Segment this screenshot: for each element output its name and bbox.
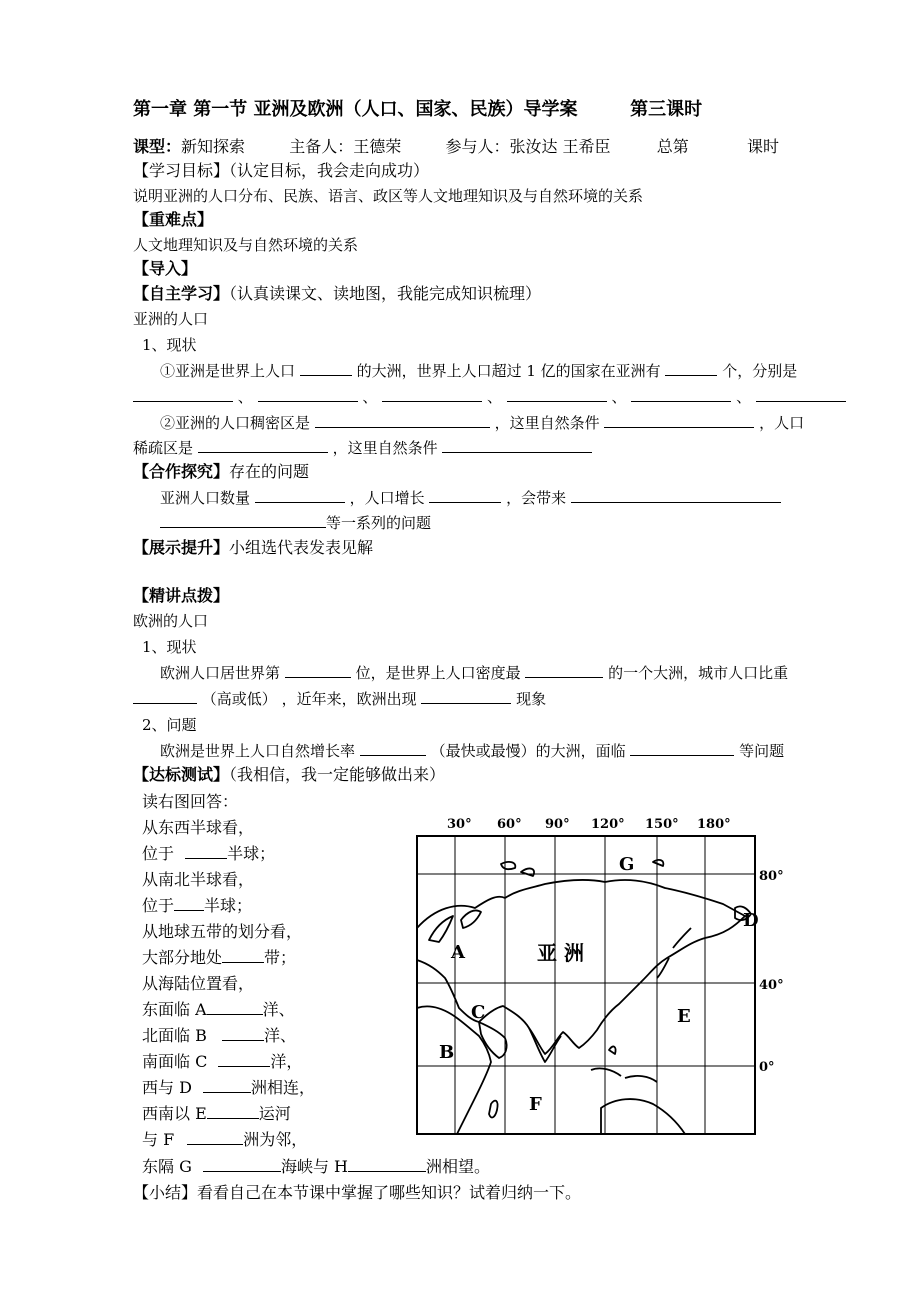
cooperate-q-cont (160, 513, 431, 533)
test-line-suffix: 洋， (270, 1052, 303, 1071)
map-letter: D (743, 910, 759, 931)
asia-q1 (160, 361, 797, 381)
sep-4: 、 (611, 388, 627, 406)
asia-q1-text-c: 个，分别是 (722, 362, 798, 380)
test-last-text-b: 海峡与 H (280, 1157, 349, 1176)
europe-q2-text-a: 欧洲是世界上人口自然增长率 (160, 742, 356, 760)
blank-sparse-condition[interactable] (442, 438, 592, 453)
blank-urban-ratio[interactable] (133, 689, 197, 704)
test-line-text: 南面临 C (142, 1052, 213, 1071)
asia-q2 (160, 413, 804, 433)
blank-strait-g[interactable] (203, 1157, 281, 1172)
blank-continent-d[interactable] (203, 1078, 251, 1093)
keypoints-text: 人文地理知识及与自然环境的关系 (133, 236, 359, 254)
asia-item-1: 1、现状 (142, 336, 197, 354)
lesson-label: 课时 (746, 137, 779, 156)
europe-q1-text-e: ，近年来，欧洲出现 (281, 690, 417, 708)
map-letters (439, 854, 759, 1115)
lon-label: 60° (497, 817, 522, 832)
asia-q1-text-a: ①亚洲是世界上人口 (160, 362, 296, 380)
blank-asia-rank[interactable] (300, 361, 352, 376)
cooperate-header (133, 462, 309, 482)
participants-label: 参与人： (445, 137, 510, 156)
asia-q2-text-e: ，这里自然条件 (332, 439, 438, 457)
europe-q1-text-c: 的一个大洲，城市人口比重 (608, 664, 789, 682)
test-header-text: 【达标测试】 (133, 765, 230, 784)
cooperate-q (160, 488, 781, 508)
blank-asia-quantity[interactable] (255, 488, 345, 503)
summary-header: 【小结】 (133, 1183, 198, 1202)
test-line-text: 与 F (142, 1130, 180, 1149)
sep-1: 、 (237, 388, 253, 406)
test-line (142, 1052, 302, 1072)
preparer-value: 王德荣 (353, 137, 402, 156)
test-line (142, 792, 238, 812)
test-line-text: 北面临 B (142, 1026, 212, 1045)
test-line-suffix: 运河 (258, 1104, 291, 1123)
blank-problems[interactable] (160, 513, 326, 528)
map-letter: C (471, 1002, 486, 1023)
asia-q2-cont (133, 438, 592, 458)
total-label: 总第 (656, 137, 689, 156)
map-letter: F (529, 1094, 542, 1115)
lon-label: 90° (545, 817, 570, 832)
map-lat-labels (759, 869, 784, 1075)
map-letter: A (451, 942, 465, 963)
map-letter: E (677, 1006, 691, 1027)
title-text: 第一章 第一节 亚洲及欧洲（人口、国家、民族）导学案 (133, 99, 578, 120)
blank-continent-f[interactable] (187, 1130, 243, 1145)
test-line (142, 1130, 307, 1150)
test-line (142, 1026, 296, 1046)
show-header-text: 【展示提升】 (133, 538, 230, 557)
lon-label: 30° (447, 817, 472, 832)
test-header-note: （我相信，我一定能够做出来） (229, 765, 446, 784)
explain-header: 【精讲点拨】 (133, 586, 230, 605)
europe-q1-text-f: 现象 (516, 690, 547, 708)
cooperate-text-a: 亚洲人口数量 (160, 489, 251, 507)
map-letter: B (439, 1042, 455, 1063)
test-line-suffix: 洲相连， (251, 1078, 316, 1097)
test-header (133, 765, 445, 785)
blank-dense-area[interactable] (315, 413, 490, 428)
test-line-suffix: 洲为邻， (243, 1130, 308, 1149)
blank-sparse-area[interactable] (198, 438, 328, 453)
lon-label: 150° (645, 817, 679, 832)
show-header (133, 538, 373, 558)
blank-ocean-a[interactable] (207, 1000, 263, 1015)
summary (133, 1183, 581, 1203)
blank-country-5[interactable] (631, 387, 731, 402)
test-line-text: 东面临 A (142, 1000, 207, 1019)
summary-text: 看看自己在本节课中掌握了哪些知识？试着归纳一下。 (197, 1183, 582, 1202)
title-lesson: 第三课时 (630, 99, 703, 120)
blank-continent-h[interactable] (348, 1157, 426, 1172)
blank-ocean-c[interactable] (218, 1052, 270, 1067)
blank-europe-density[interactable] (525, 663, 603, 678)
cooperate-text-d: 等一系列的问题 (326, 514, 432, 532)
map-lon-labels (447, 817, 731, 832)
test-line-suffix: 半球； (227, 844, 276, 863)
test-line (142, 974, 254, 994)
test-line-text: 西与 D (142, 1078, 198, 1097)
type-value: 新知探索 (181, 137, 246, 156)
cooperate-text-c: ，会带来 (506, 489, 567, 507)
cooperate-header-text: 【合作探究】 (133, 462, 230, 481)
blank-zone[interactable] (222, 948, 264, 963)
test-line-text: 读右图回答： (142, 792, 239, 811)
lat-label: 80° (759, 869, 784, 884)
blank-country-6[interactable] (756, 387, 846, 402)
map-letter: G (619, 854, 635, 875)
blank-asia-growth[interactable] (429, 488, 501, 503)
europe-q1-text-b: 位，是世界上人口密度最 (355, 664, 521, 682)
test-line-suffix: 半球； (204, 896, 253, 915)
lon-label: 180° (697, 817, 731, 832)
asia-q2-text-a: ②亚洲的人口稠密区是 (160, 414, 311, 432)
goals-header (133, 161, 429, 181)
blank-dense-condition[interactable] (604, 413, 754, 428)
sep-2: 、 (362, 388, 378, 406)
goals-text: 说明亚洲的人口分布、民族、语言、政区等人文地理知识及与自然环境的关系 (133, 187, 644, 205)
blank-country-3[interactable] (382, 387, 482, 402)
test-line (142, 896, 252, 916)
cooperate-header-note: 存在的问题 (229, 462, 310, 481)
test-line (142, 844, 275, 864)
test-line-text: 位于 (142, 844, 180, 863)
asia-population-section: 亚洲的人口 (133, 310, 209, 328)
blank-country-4[interactable] (507, 387, 607, 402)
lat-label: 40° (759, 978, 784, 993)
europe-q1-cont (133, 689, 546, 709)
intro-header: 【导入】 (133, 259, 198, 278)
map-asia-label: 亚 洲 (537, 941, 584, 965)
participants-value: 张汝达 王希臣 (509, 137, 611, 156)
keypoints-header: 【重难点】 (133, 210, 214, 229)
europe-q2 (160, 741, 784, 761)
test-line-text: 大部分地处 (142, 948, 223, 967)
selfstudy-header-text: 【自主学习】 (133, 284, 230, 303)
test-line (142, 1000, 295, 1020)
asia-country-blanks (133, 387, 846, 407)
test-line (142, 818, 254, 838)
asia-q2-text-c: ，人口 (759, 414, 805, 432)
europe-population-section: 欧洲的人口 (133, 612, 209, 630)
blank-brings[interactable] (571, 488, 781, 503)
europe-q1 (160, 663, 788, 683)
sep-5: 、 (736, 388, 752, 406)
test-line (142, 1078, 315, 1098)
blank-europe-rank[interactable] (285, 663, 351, 678)
europe-item-1: 1、现状 (142, 638, 197, 656)
asia-q2-text-d: 稀疏区是 (133, 439, 194, 457)
blank-canal-e[interactable] (207, 1104, 259, 1119)
blank-ns-hemisphere[interactable] (174, 896, 204, 911)
blank-ew-hemisphere[interactable] (185, 844, 227, 859)
blank-asia-count[interactable] (665, 361, 717, 376)
test-last-line (142, 1157, 490, 1177)
goals-header-note: （认定目标，我会走向成功） (229, 161, 430, 180)
test-line-text: 位于 (142, 896, 175, 915)
test-line-text: 西南以 E (142, 1104, 207, 1123)
test-line-suffix: 洋、 (263, 1026, 296, 1045)
blank-growth-rate[interactable] (360, 741, 426, 756)
europe-q1-text-d: （高或低） (201, 690, 277, 708)
blank-country-2[interactable] (258, 387, 358, 402)
show-header-note: 小组选代表发表见解 (229, 538, 374, 557)
selfstudy-header (133, 284, 541, 304)
test-line-text: 从海陆位置看， (142, 974, 255, 993)
europe-q2-text-c: 等问题 (739, 742, 785, 760)
blank-ocean-b[interactable] (222, 1026, 264, 1041)
goals-header-text: 【学习目标】 (133, 161, 230, 180)
page-title (133, 100, 702, 120)
asia-q1-text-b: 的大洲，世界上人口超过 1 亿的国家在亚洲有 (356, 362, 661, 380)
blank-faces[interactable] (630, 741, 734, 756)
europe-q1-text-a: 欧洲人口居世界第 (160, 664, 281, 682)
preparer-label: 主备人： (289, 137, 354, 156)
test-line-text: 从南北半球看， (142, 870, 255, 889)
type-label: 课型： (133, 137, 182, 156)
test-line-text: 从地球五带的划分看， (142, 922, 303, 941)
asia-map (405, 808, 795, 1138)
test-last-text-c: 洲相望。 (426, 1157, 491, 1176)
blank-country-1[interactable] (133, 387, 233, 402)
test-line (142, 948, 296, 968)
europe-q2-text-b: （最快或最慢）的大洲，面临 (430, 742, 626, 760)
europe-item-2: 2、问题 (142, 716, 197, 734)
map-coastlines (417, 860, 751, 1134)
cooperate-text-b: ，人口增长 (349, 489, 425, 507)
sep-3: 、 (486, 388, 502, 406)
selfstudy-header-note: （认真读课文、读地图，我能完成知识梳理） (229, 284, 542, 303)
test-line (142, 1104, 291, 1124)
blank-phenomenon[interactable] (421, 689, 511, 704)
lon-label: 120° (591, 817, 625, 832)
test-line (142, 922, 302, 942)
test-line (142, 870, 254, 890)
test-line-suffix: 带； (264, 948, 297, 967)
meta-line (133, 137, 779, 157)
asia-q2-text-b: ，这里自然条件 (494, 414, 600, 432)
test-line-suffix: 洋、 (262, 1000, 295, 1019)
test-line-text: 从东西半球看， (142, 818, 255, 837)
test-last-text-a: 东隔 G (142, 1157, 197, 1176)
lat-label: 0° (759, 1060, 775, 1075)
